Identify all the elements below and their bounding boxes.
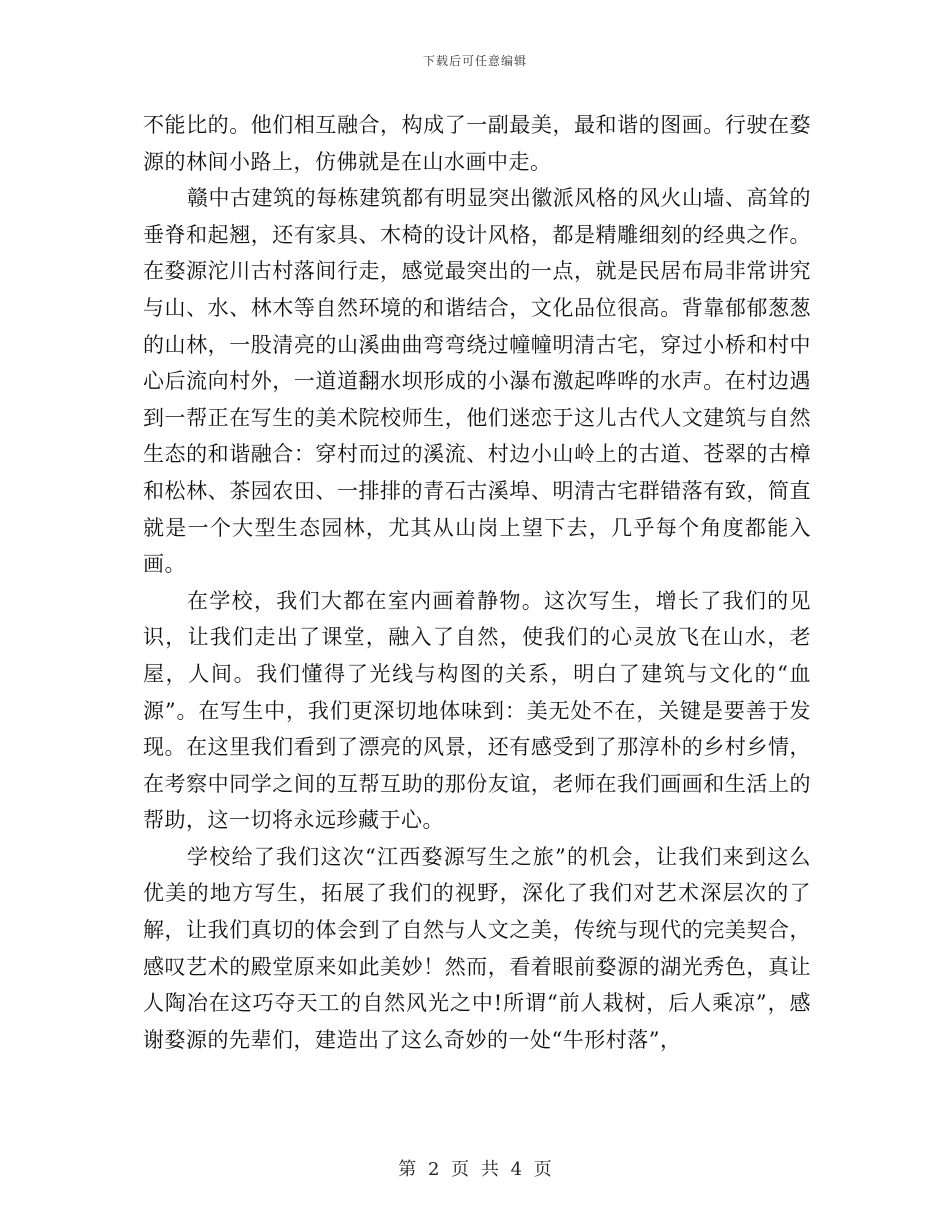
paragraph-3: 在学校，我们大都在室内画着静物。这次写生，增长了我们的见识，让我们走出了课堂，融入了自然，使我们的心灵放飞在山水，老屋，人间。我们懂得了光线与构图的关系，明白了建筑与文化的“血源”。在写生中，我们更深切地体味到：美无处不在，关键是要善于发现。在这里我们看到了漂亮的风景，还有感受到了那淳朴的乡村乡情，在考察中同学之间的互帮互助的那份友谊，老师在我们画画和生活上的帮助，这一切将永远珍藏于心。 (143, 588, 811, 833)
page-footer: 第 2 页 共 4 页 (398, 1159, 552, 1180)
paragraph-4: 学校给了我们这次“江西婺源写生之旅”的机会，让我们来到这么优美的地方写生，拓展了我们的视野，深化了我们对艺术深层次的了解，让我们真切的体会到了自然与人文之美，传统与现代的完美契合，感叹艺术的殿堂原来如此美妙！然而，看着眼前婺源的湖光秀色，真让人陶冶在这巧夺天工的自然风光之中!所谓“前人栽树，后人乘凉”，感谢婺源的先辈们，建造出了这么奇妙的一处“牛形村落”， (143, 844, 811, 1052)
page-header: 下载后可任意编辑 (422, 54, 527, 68)
paragraph-1: 不能比的。他们相互融合，构成了一副最美，最和谐的图画。行驶在婺源的林间小路上，仿佛就是在山水画中走。 (143, 113, 811, 174)
document-body (143, 107, 811, 1058)
paragraph-2: 赣中古建筑的每栋建筑都有明显突出徽派风格的风火山墙、高耸的垂脊和起翘，还有家具、木椅的设计风格，都是精雕细刻的经典之作。在婺源沱川古村落间行走，感觉最突出的一点，就是民居布局非常讲究与山、水、林木等自然环境的和谐结合，文化品位很高。背靠郁郁葱葱的山林，一股清亮的山溪曲曲弯弯绕过幢幢明清古宅，穿过小桥和村中心后流向村外，一道道翻水坝形成的小瀑布激起哗哗的水声。在村边遇到一帮正在写生的美术院校师生，他们迷恋于这儿古代人文建筑与自然生态的和谐融合：穿村而过的溪流、村边小山岭上的古道、苍翠的古樟和松林、茶园农田、一排排的青石古溪埠、明清古宅群错落有致，简直就是一个大型生态园林，尤其从山岗上望下去，几乎每个角度都能入画。 (143, 186, 811, 577)
